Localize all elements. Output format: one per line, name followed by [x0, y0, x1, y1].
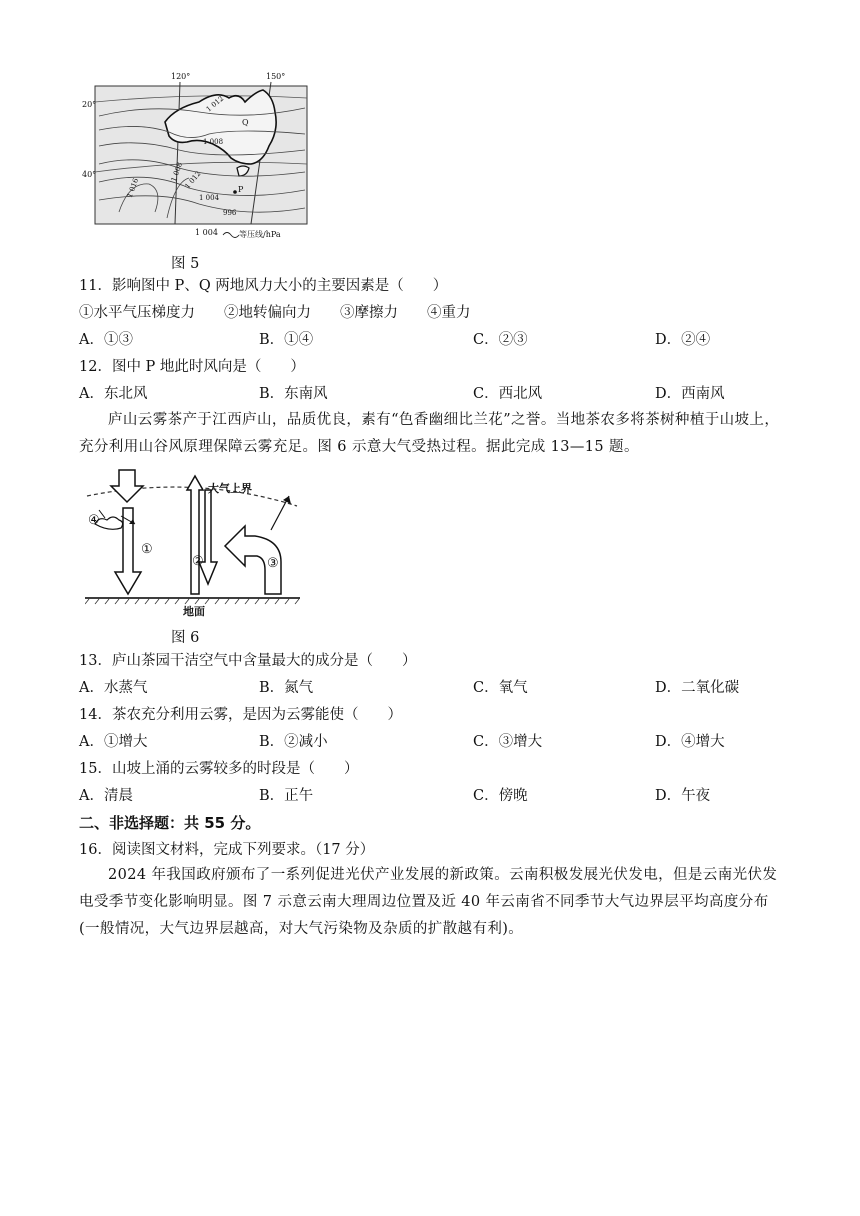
- process-4-label: ④: [88, 513, 100, 528]
- lon-120-label: 120°: [171, 72, 191, 81]
- section-2-heading: 二、非选择题：共 55 分。: [79, 814, 261, 832]
- q12-option-c: C．西北风: [473, 386, 543, 402]
- isobar-1016-label: 1 016: [125, 177, 141, 199]
- figure-5-caption: 图 5: [171, 256, 200, 272]
- isobar-1008b-label: 1 008: [169, 161, 185, 183]
- q15-option-b: B．正午: [259, 788, 314, 804]
- q15-stem: 15．山坡上涌的云雾较多的时段是（ ）: [79, 761, 359, 777]
- isobar-1012-label: 1 012: [204, 94, 226, 114]
- q13-option-d: D．二氧化碳: [655, 680, 740, 696]
- q15-option-a: A．清晨: [79, 788, 133, 804]
- lat-20-label: 20°: [82, 100, 97, 109]
- process-3-label: ③: [267, 556, 279, 571]
- legend-value: 1 004: [195, 228, 218, 237]
- q14-option-c: C．③增大: [473, 734, 543, 750]
- q15-option-d: D．午夜: [655, 788, 711, 804]
- point-q-label: Q: [242, 118, 249, 127]
- isobar-1012b-label: 1 012: [183, 169, 203, 191]
- q12-option-d: D．西南风: [655, 386, 725, 402]
- q11-option-c: C．②③: [473, 332, 528, 348]
- q13-option-a: A．水蒸气: [79, 680, 148, 696]
- q16-passage: 2024 年我国政府颁布了一系列促进光伏产业发展的新政策。云南积极发展光伏发电，但是云南光伏发电受季节变化影响明显。图 7 示意云南大理周边位置及近 40 年云南省不同季节大气边界层平均高度分布(一般情况，大气边界层越高，对大气污染物及杂质的扩散越有利)。: [79, 867, 778, 937]
- q11-stem: 11．影响图中 P、Q 两地风力大小的主要因素是（ ）: [79, 278, 448, 294]
- q16-stem: 16．阅读图文材料，完成下列要求。（17 分）: [79, 842, 375, 858]
- atmosphere-top-label: 大气上界: [208, 482, 252, 495]
- q12-stem: 12．图中 P 地此时风向是（ ）: [79, 359, 305, 375]
- q11-items: ①水平气压梯度力 ②地转偏向力 ③摩擦力 ④重力: [79, 305, 471, 321]
- point-p-marker: [233, 190, 237, 194]
- q12-option-b: B．东南风: [259, 386, 328, 402]
- isobar-1004-label: 1 004: [199, 194, 220, 202]
- process-1-label: ①: [141, 542, 153, 557]
- q13-stem: 13．庐山茶园干洁空气中含量最大的成分是（ ）: [79, 653, 417, 669]
- point-p-label: P: [238, 185, 244, 194]
- q11-option-a: A．①③: [79, 332, 133, 348]
- q13-option-b: B．氮气: [259, 680, 314, 696]
- figure-6-caption: 图 6: [171, 630, 200, 646]
- heating-diagram-svg: [85, 466, 300, 618]
- isobar-1008-label: 1 008: [203, 138, 224, 146]
- lat-40-label: 40°: [82, 170, 97, 179]
- process-2-label: ②: [192, 554, 204, 569]
- figure-6-diagram: [85, 466, 300, 618]
- q12-option-a: A．东北风: [79, 386, 148, 402]
- q14-option-d: D．④增大: [655, 734, 725, 750]
- lon-150-label: 150°: [266, 72, 286, 81]
- legend-text: 等压线/hPa: [239, 230, 281, 239]
- q11-option-d: D．②④: [655, 332, 711, 348]
- isobar-map-svg: [79, 72, 309, 247]
- isobar-996-label: 996: [223, 209, 237, 217]
- q15-option-c: C．傍晚: [473, 788, 528, 804]
- ground-label: 地面: [183, 605, 205, 618]
- q14-option-a: A．①增大: [79, 734, 148, 750]
- q11-option-b: B．①④: [259, 332, 314, 348]
- figure-5-map: [79, 72, 309, 247]
- q13-option-c: C．氧气: [473, 680, 528, 696]
- q14-stem: 14．茶农充分利用云雾，是因为云雾能使（ ）: [79, 707, 402, 723]
- q14-option-b: B．②减小: [259, 734, 328, 750]
- passage-13-15: 庐山云雾茶产于江西庐山，品质优良，素有“色香幽细比兰花”之誉。当地茶农多将茶树种植于山坡上，充分利用山谷风原理保障云雾充足。图 6 示意大气受热过程。据此完成 13—15 题。: [79, 412, 780, 455]
